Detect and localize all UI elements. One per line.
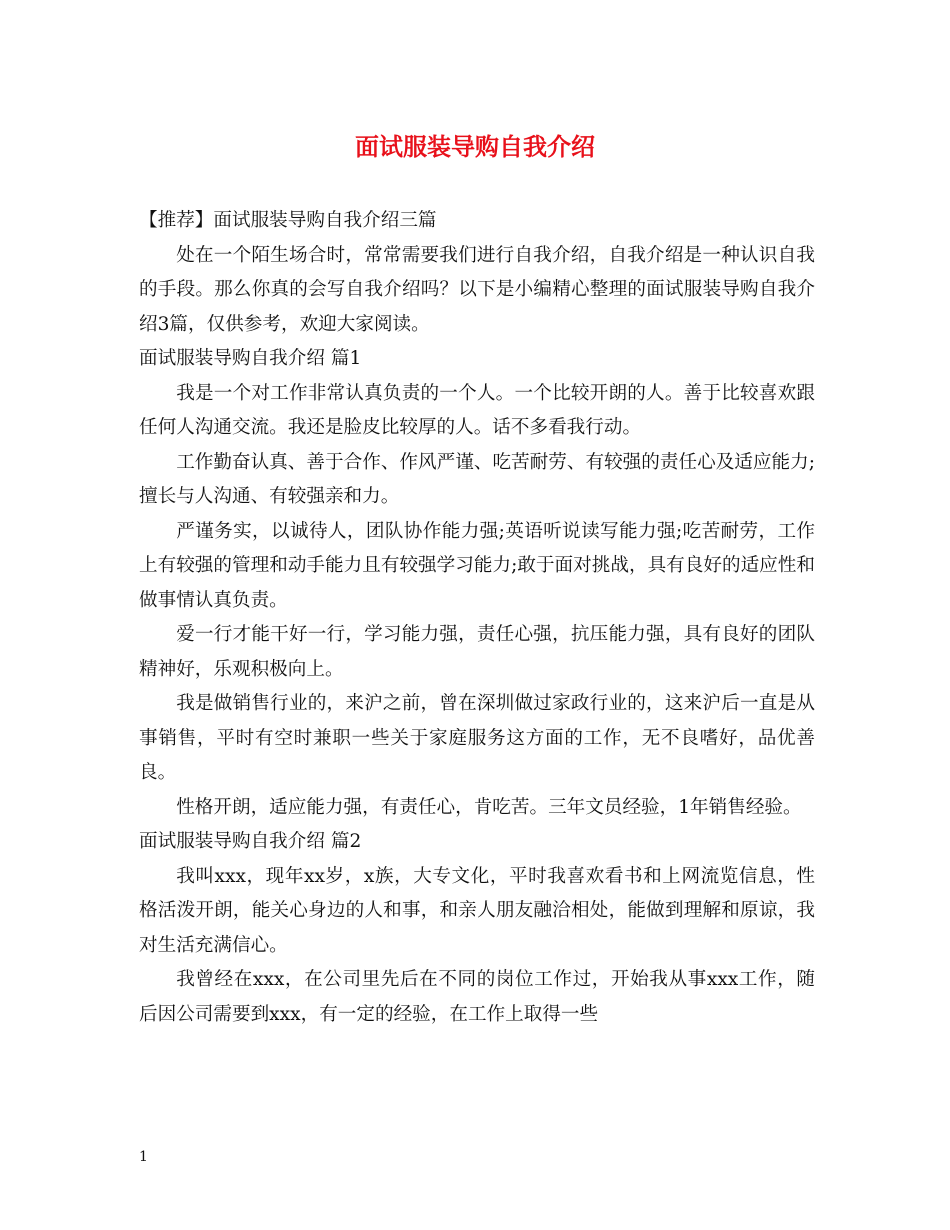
- paragraph: 我叫xxx，现年xx岁，x族，大专文化，平时我喜欢看书和上网流览信息，性格活泼开朗，能关心身边的人和事，和亲人朋友融洽相处，能做到理解和原谅，我对生活充满信心。: [139, 865, 815, 956]
- intro-heading: 【推荐】面试服装导购自我介绍三篇: [139, 210, 437, 231]
- paragraph: 工作勤奋认真、善于合作、作风严谨、吃苦耐劳、有较强的责任心及适应能力;擅长与人沟通、有较强亲和力。: [139, 451, 815, 507]
- section-heading-2: 面试服装导购自我介绍 篇2: [139, 831, 362, 852]
- paragraph: 我是一个对工作非常认真负责的一个人。一个比较开朗的人。善于比较喜欢跟任何人沟通交流。我还是脸皮比较厚的人。话不多看我行动。: [139, 382, 815, 438]
- page-title: 面试服装导购自我介绍: [355, 132, 595, 161]
- document-body: [139, 204, 815, 1032]
- paragraph: 我曾经在xxx，在公司里先后在不同的岗位工作过，开始我从事xxx工作，随后因公司需要到xxx，有一定的经验，在工作上取得一些: [139, 969, 815, 1025]
- intro-paragraph: 处在一个陌生场合时，常常需要我们进行自我介绍，自我介绍是一种认识自我的手段。那么你真的会写自我介绍吗？以下是小编精心整理的面试服装导购自我介绍3篇，仅供参考，欢迎大家阅读。: [139, 244, 815, 335]
- paragraph: 严谨务实，以诚待人，团队协作能力强;英语听说读写能力强;吃苦耐劳，工作上有较强的管理和动手能力且有较强学习能力;敢于面对挑战，具有良好的适应性和做事情认真负责。: [139, 520, 815, 611]
- paragraph: 爱一行才能干好一行，学习能力强，责任心强，抗压能力强，具有良好的团队精神好，乐观积极向上。: [139, 624, 815, 680]
- section-heading-1: 面试服装导购自我介绍 篇1: [139, 348, 362, 369]
- page-number: 1: [139, 1149, 148, 1165]
- paragraph: 性格开朗，适应能力强，有责任心，肯吃苦。三年文员经验，1年销售经验。: [176, 796, 802, 818]
- paragraph: 我是做销售行业的，来沪之前，曾在深圳做过家政行业的，这来沪后一直是从事销售，平时有空时兼职一些关于家庭服务这方面的工作，无不良嗜好，品优善良。: [139, 693, 815, 783]
